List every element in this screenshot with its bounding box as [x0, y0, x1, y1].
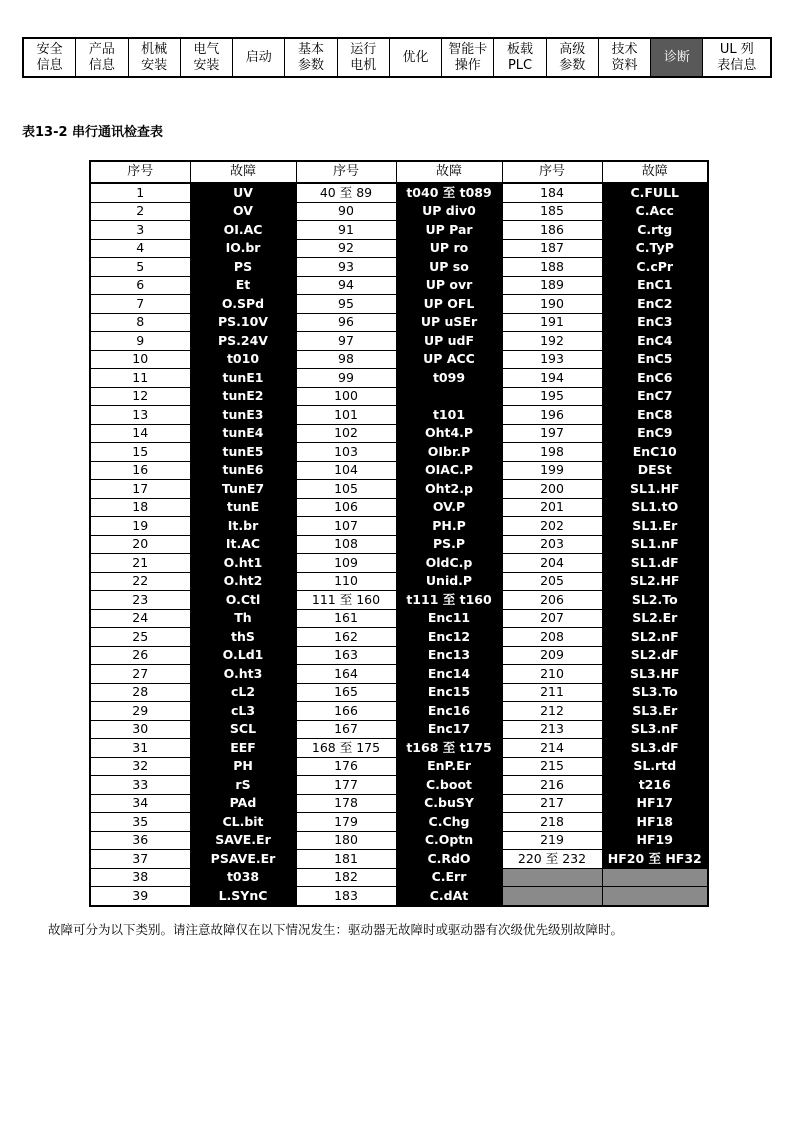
fault-cell: SL.rtd [602, 757, 708, 776]
fault-cell: UP ovr [396, 276, 502, 295]
fault-cell: PAd [190, 794, 296, 813]
fault-cell: Enc15 [396, 683, 502, 702]
seq-cell: 183 [296, 887, 396, 906]
seq-cell: 202 [502, 517, 602, 536]
seq-cell: 92 [296, 239, 396, 258]
seq-cell: 195 [502, 387, 602, 406]
seq-cell: 214 [502, 739, 602, 758]
fault-cell: SCL [190, 720, 296, 739]
seq-cell: 215 [502, 757, 602, 776]
table-row [90, 276, 708, 295]
fault-cell: Enc12 [396, 628, 502, 647]
seq-cell: 4 [90, 239, 190, 258]
seq-cell: 90 [296, 202, 396, 221]
seq-cell: 104 [296, 461, 396, 480]
fault-cell: OIAC.P [396, 461, 502, 480]
seq-cell: 7 [90, 295, 190, 314]
nav-tab[interactable]: UL 列 表信息 [717, 41, 757, 73]
seq-cell: 193 [502, 350, 602, 369]
nav-tab[interactable]: 诊断 [651, 39, 703, 76]
fault-cell: C.cPr [602, 258, 708, 277]
table-row [90, 183, 708, 202]
fault-cell: HF17 [602, 794, 708, 813]
fault-cell: O.SPd [190, 295, 296, 314]
table-row [90, 572, 708, 591]
fault-cell: tunE [190, 498, 296, 517]
fault-cell: UP udF [396, 332, 502, 351]
fault-cell: O.ht3 [190, 665, 296, 684]
fault-cell: UP div0 [396, 202, 502, 221]
seq-cell: 97 [296, 332, 396, 351]
fault-cell: Enc11 [396, 609, 502, 628]
fault-cell: C.dAt [396, 887, 502, 906]
table-row [90, 609, 708, 628]
fault-cell: cL3 [190, 702, 296, 721]
seq-cell: 192 [502, 332, 602, 351]
fault-cell: EnC4 [602, 332, 708, 351]
seq-cell: 39 [90, 887, 190, 906]
fault-cell: tunE1 [190, 369, 296, 388]
table-row [90, 258, 708, 277]
seq-cell: 108 [296, 535, 396, 554]
seq-cell: 111 至 160 [296, 591, 396, 610]
table-title: 表13-2 串行通讯检查表 [22, 125, 164, 140]
seq-cell: 207 [502, 609, 602, 628]
seq-cell: 168 至 175 [296, 739, 396, 758]
table-row [90, 887, 708, 906]
seq-cell: 109 [296, 554, 396, 573]
fault-cell: t099 [396, 369, 502, 388]
table-row [90, 202, 708, 221]
seq-cell: 8 [90, 313, 190, 332]
fault-cell: OldC.p [396, 554, 502, 573]
seq-cell: 184 [502, 183, 602, 202]
seq-cell: 201 [502, 498, 602, 517]
seq-cell: 208 [502, 628, 602, 647]
seq-cell: 102 [296, 424, 396, 443]
fault-cell: L.SYnC [190, 887, 296, 906]
fault-cell: Oht4.P [396, 424, 502, 443]
seq-cell: 23 [90, 591, 190, 610]
seq-cell: 3 [90, 221, 190, 240]
seq-cell: 177 [296, 776, 396, 795]
seq-cell: 110 [296, 572, 396, 591]
seq-cell: 1 [90, 183, 190, 202]
footnote: 故障可分为以下类别。请注意故障仅在以下情况发生：驱动器无故障时或驱动器有次级优先级别故障时。 [48, 922, 624, 937]
fault-cell: t216 [602, 776, 708, 795]
fault-cell: CL.bit [190, 813, 296, 832]
seq-cell: 220 至 232 [502, 850, 602, 869]
seq-cell: 196 [502, 406, 602, 425]
fault-cell: SL1.HF [602, 480, 708, 499]
seq-cell: 13 [90, 406, 190, 425]
fault-cell: Enc17 [396, 720, 502, 739]
fault-cell: EnP.Er [396, 757, 502, 776]
fault-cell: PS.24V [190, 332, 296, 351]
seq-cell: 182 [296, 868, 396, 887]
table-row [90, 480, 708, 499]
seq-cell: 95 [296, 295, 396, 314]
fault-cell: O.Ctl [190, 591, 296, 610]
seq-cell: 6 [90, 276, 190, 295]
fault-cell: EnC9 [602, 424, 708, 443]
fault-cell: OV [190, 202, 296, 221]
fault-cell: SL2.Er [602, 609, 708, 628]
fault-cell: TunE7 [190, 480, 296, 499]
fault-cell: C.FULL [602, 183, 708, 202]
fault-cell: t111 至 t160 [396, 591, 502, 610]
fault-cell [602, 887, 708, 906]
nav-tab[interactable]: 机械 安装 [129, 39, 181, 76]
seq-cell: 36 [90, 831, 190, 850]
fault-cell: SL1.dF [602, 554, 708, 573]
fault-cell: UV [190, 183, 296, 202]
fault-cell: PS.10V [190, 313, 296, 332]
nav-tab[interactable]: 安全 信息 [24, 39, 76, 76]
seq-cell: 203 [502, 535, 602, 554]
fault-cell: PS [190, 258, 296, 277]
seq-cell: 28 [90, 683, 190, 702]
fault-cell: O.ht2 [190, 572, 296, 591]
seq-cell: 94 [296, 276, 396, 295]
seq-cell: 178 [296, 794, 396, 813]
seq-cell: 10 [90, 350, 190, 369]
fault-cell: C.rtg [602, 221, 708, 240]
fault-cell: C.boot [396, 776, 502, 795]
seq-cell: 198 [502, 443, 602, 462]
fault-cell: SL3.nF [602, 720, 708, 739]
seq-cell: 2 [90, 202, 190, 221]
seq-cell: 19 [90, 517, 190, 536]
seq-cell: 20 [90, 535, 190, 554]
seq-cell: 25 [90, 628, 190, 647]
fault-cell: C.buSY [396, 794, 502, 813]
fault-cell: SL1.nF [602, 535, 708, 554]
table-row [90, 424, 708, 443]
header-seq-2: 序号 [296, 161, 396, 183]
fault-cell: Enc14 [396, 665, 502, 684]
fault-cell: IO.br [190, 239, 296, 258]
nav-tab[interactable]: 智能卡 操作 [442, 39, 494, 76]
seq-cell: 15 [90, 443, 190, 462]
fault-cell: EEF [190, 739, 296, 758]
fault-cell: cL2 [190, 683, 296, 702]
fault-cell: SL2.nF [602, 628, 708, 647]
fault-cell: HF20 至 HF32 [602, 850, 708, 869]
seq-cell: 185 [502, 202, 602, 221]
seq-cell: 103 [296, 443, 396, 462]
fault-cell: tunE4 [190, 424, 296, 443]
fault-cell: EnC5 [602, 350, 708, 369]
seq-cell: 187 [502, 239, 602, 258]
seq-cell: 29 [90, 702, 190, 721]
seq-cell: 91 [296, 221, 396, 240]
seq-cell: 26 [90, 646, 190, 665]
table-row [90, 535, 708, 554]
seq-cell: 107 [296, 517, 396, 536]
table-row [90, 406, 708, 425]
seq-cell: 11 [90, 369, 190, 388]
fault-cell: C.Acc [602, 202, 708, 221]
table-row [90, 239, 708, 258]
table-row [90, 591, 708, 610]
fault-cell: UP Par [396, 221, 502, 240]
seq-cell: 99 [296, 369, 396, 388]
fault-cell: thS [190, 628, 296, 647]
seq-cell: 166 [296, 702, 396, 721]
fault-cell: SL1.tO [602, 498, 708, 517]
table-row [90, 628, 708, 647]
table-row [90, 350, 708, 369]
fault-cell: OI.AC [190, 221, 296, 240]
seq-cell: 105 [296, 480, 396, 499]
fault-cell: tunE2 [190, 387, 296, 406]
seq-cell: 96 [296, 313, 396, 332]
table-row [90, 776, 708, 795]
fault-cell: Oht2.p [396, 480, 502, 499]
seq-cell: 37 [90, 850, 190, 869]
serial-comms-fault-table [89, 160, 709, 907]
fault-cell: SL3.HF [602, 665, 708, 684]
table-row [90, 517, 708, 536]
nav-tab[interactable]: 电气 安装 [181, 39, 233, 76]
seq-cell: 98 [296, 350, 396, 369]
fault-cell: HF19 [602, 831, 708, 850]
fault-cell: SL3.To [602, 683, 708, 702]
seq-cell: 12 [90, 387, 190, 406]
seq-cell: 27 [90, 665, 190, 684]
table-row [90, 369, 708, 388]
table-row [90, 498, 708, 517]
fault-cell: Unid.P [396, 572, 502, 591]
table-row [90, 461, 708, 480]
seq-cell: 38 [90, 868, 190, 887]
fault-cell: Et [190, 276, 296, 295]
fault-cell: EnC2 [602, 295, 708, 314]
fault-cell: UP OFL [396, 295, 502, 314]
fault-cell: t040 至 t089 [396, 183, 502, 202]
table-row [90, 794, 708, 813]
fault-cell: EnC3 [602, 313, 708, 332]
fault-cell: UP ACC [396, 350, 502, 369]
seq-cell: 33 [90, 776, 190, 795]
fault-cell: tunE3 [190, 406, 296, 425]
fault-cell: SL1.Er [602, 517, 708, 536]
seq-cell: 181 [296, 850, 396, 869]
chapter-nav-bar [22, 37, 772, 78]
nav-tab[interactable]: 运行 电机 [338, 39, 390, 76]
fault-cell: C.TyP [602, 239, 708, 258]
seq-cell: 100 [296, 387, 396, 406]
fault-cell: UP so [396, 258, 502, 277]
table-row [90, 720, 708, 739]
seq-cell: 176 [296, 757, 396, 776]
seq-cell: 16 [90, 461, 190, 480]
seq-cell: 199 [502, 461, 602, 480]
fault-cell: SAVE.Er [190, 831, 296, 850]
fault-cell: Th [190, 609, 296, 628]
seq-cell: 188 [502, 258, 602, 277]
fault-cell [396, 387, 502, 406]
fault-cell: O.ht1 [190, 554, 296, 573]
fault-cell: SL2.HF [602, 572, 708, 591]
fault-cell: t010 [190, 350, 296, 369]
nav-tab[interactable]: 基本 参数 [285, 39, 337, 76]
fault-cell: OIbr.P [396, 443, 502, 462]
seq-cell: 209 [502, 646, 602, 665]
fault-cell: tunE6 [190, 461, 296, 480]
seq-cell: 197 [502, 424, 602, 443]
fault-cell: t038 [190, 868, 296, 887]
seq-cell: 191 [502, 313, 602, 332]
fault-cell: t168 至 t175 [396, 739, 502, 758]
seq-cell: 34 [90, 794, 190, 813]
table-row [90, 757, 708, 776]
fault-cell: C.Err [396, 868, 502, 887]
fault-cell: SL3.dF [602, 739, 708, 758]
fault-cell: PH.P [396, 517, 502, 536]
table-row [90, 813, 708, 832]
seq-cell: 40 至 89 [296, 183, 396, 202]
table-row [90, 739, 708, 758]
nav-tab[interactable]: 技术 资料 [599, 39, 651, 76]
nav-tab[interactable]: 启动 [233, 39, 285, 76]
seq-cell: 161 [296, 609, 396, 628]
seq-cell: 32 [90, 757, 190, 776]
seq-cell: 164 [296, 665, 396, 684]
seq-cell: 9 [90, 332, 190, 351]
seq-cell: 186 [502, 221, 602, 240]
seq-cell: 18 [90, 498, 190, 517]
seq-cell: 179 [296, 813, 396, 832]
seq-cell: 167 [296, 720, 396, 739]
header-seq-3: 序号 [502, 161, 602, 183]
fault-cell: OV.P [396, 498, 502, 517]
seq-cell: 206 [502, 591, 602, 610]
seq-cell: 189 [502, 276, 602, 295]
fault-cell: Enc13 [396, 646, 502, 665]
table-row [90, 702, 708, 721]
fault-cell: PS.P [396, 535, 502, 554]
seq-cell: 165 [296, 683, 396, 702]
nav-tab[interactable]: 产品 信息 [76, 39, 128, 76]
seq-cell: 17 [90, 480, 190, 499]
seq-cell: 204 [502, 554, 602, 573]
seq-cell [502, 887, 602, 906]
nav-tab[interactable]: 板载 PLC [494, 39, 546, 76]
table-row [90, 443, 708, 462]
fault-cell: HF18 [602, 813, 708, 832]
seq-cell: 93 [296, 258, 396, 277]
seq-cell: 5 [90, 258, 190, 277]
seq-cell: 31 [90, 739, 190, 758]
seq-cell: 106 [296, 498, 396, 517]
seq-cell: 162 [296, 628, 396, 647]
seq-cell: 216 [502, 776, 602, 795]
fault-cell: PH [190, 757, 296, 776]
seq-cell: 205 [502, 572, 602, 591]
seq-cell: 219 [502, 831, 602, 850]
fault-cell: rS [190, 776, 296, 795]
table-row [90, 554, 708, 573]
seq-cell: 101 [296, 406, 396, 425]
seq-cell: 211 [502, 683, 602, 702]
table-row [90, 646, 708, 665]
seq-cell: 35 [90, 813, 190, 832]
table-row [90, 387, 708, 406]
table-row [90, 850, 708, 869]
table-row [90, 332, 708, 351]
fault-cell: DESt [602, 461, 708, 480]
seq-cell: 194 [502, 369, 602, 388]
fault-cell: C.Chg [396, 813, 502, 832]
seq-cell: 24 [90, 609, 190, 628]
table-row [90, 868, 708, 887]
seq-cell: 22 [90, 572, 190, 591]
fault-cell [602, 868, 708, 887]
table-row [90, 295, 708, 314]
seq-cell: 200 [502, 480, 602, 499]
table-row [90, 313, 708, 332]
fault-cell: C.RdO [396, 850, 502, 869]
table-row [90, 665, 708, 684]
fault-cell: tunE5 [190, 443, 296, 462]
header-seq-1: 序号 [90, 161, 190, 183]
table-row [90, 683, 708, 702]
nav-tab[interactable]: 优化 [390, 39, 442, 76]
seq-cell: 210 [502, 665, 602, 684]
fault-cell: EnC1 [602, 276, 708, 295]
fault-cell: t101 [396, 406, 502, 425]
fault-cell: Enc16 [396, 702, 502, 721]
fault-cell: O.Ld1 [190, 646, 296, 665]
table-row [90, 221, 708, 240]
table-row [90, 831, 708, 850]
seq-cell: 190 [502, 295, 602, 314]
fault-cell: It.br [190, 517, 296, 536]
fault-cell: SL2.dF [602, 646, 708, 665]
fault-cell: SL2.To [602, 591, 708, 610]
fault-cell: EnC6 [602, 369, 708, 388]
seq-cell: 21 [90, 554, 190, 573]
seq-cell [502, 868, 602, 887]
fault-cell: PSAVE.Er [190, 850, 296, 869]
fault-cell: EnC8 [602, 406, 708, 425]
header-fault-1: 故障 [190, 161, 296, 183]
header-fault-3: 故障 [602, 161, 708, 183]
fault-cell: EnC10 [602, 443, 708, 462]
seq-cell: 212 [502, 702, 602, 721]
fault-cell: It.AC [190, 535, 296, 554]
fault-cell: UP ro [396, 239, 502, 258]
seq-cell: 14 [90, 424, 190, 443]
seq-cell: 180 [296, 831, 396, 850]
seq-cell: 217 [502, 794, 602, 813]
nav-tab[interactable]: 高级 参数 [547, 39, 599, 76]
fault-cell: EnC7 [602, 387, 708, 406]
header-fault-2: 故障 [396, 161, 502, 183]
seq-cell: 163 [296, 646, 396, 665]
seq-cell: 218 [502, 813, 602, 832]
seq-cell: 213 [502, 720, 602, 739]
fault-cell: SL3.Er [602, 702, 708, 721]
seq-cell: 30 [90, 720, 190, 739]
table-header-row [90, 161, 708, 183]
fault-cell: C.Optn [396, 831, 502, 850]
fault-cell: UP uSEr [396, 313, 502, 332]
